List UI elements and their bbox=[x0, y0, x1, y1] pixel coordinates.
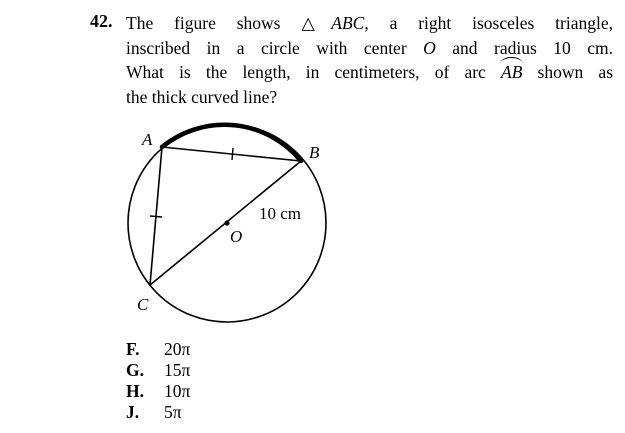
center-point bbox=[224, 220, 229, 225]
choice-value: 10π bbox=[164, 381, 191, 401]
arc-name: AB bbox=[501, 60, 522, 85]
choice-value: 5π bbox=[164, 402, 182, 422]
choice-letter: H. bbox=[126, 381, 144, 401]
label-o: O bbox=[230, 227, 243, 246]
choice-value: 15π bbox=[164, 360, 191, 380]
choice-letter: G. bbox=[126, 360, 144, 380]
choice-value: 20π bbox=[164, 339, 191, 359]
radius-label: 10 cm bbox=[259, 204, 302, 223]
choice-letter: F. bbox=[126, 339, 140, 359]
question-line-3: What is the length, in centimeters, of arc AB shown as bbox=[126, 60, 613, 85]
answer-choice-f[interactable] bbox=[126, 339, 190, 360]
thick-arc-ab bbox=[162, 125, 301, 161]
tick-mark-ac bbox=[150, 216, 162, 217]
question-line-2: inscribed in a circle with center O and radius 10 cm. bbox=[126, 37, 614, 58]
label-b: B bbox=[309, 143, 320, 162]
question-line-4: the thick curved line? bbox=[126, 86, 278, 107]
question-number: 42. bbox=[90, 11, 113, 31]
answer-choice-g[interactable] bbox=[126, 360, 190, 381]
label-c: C bbox=[137, 295, 149, 314]
label-a: A bbox=[142, 130, 153, 149]
choice-letter: J. bbox=[126, 402, 140, 422]
center-name: O bbox=[423, 37, 436, 58]
tick-mark-ab bbox=[232, 148, 233, 160]
answer-choice-h[interactable] bbox=[126, 381, 190, 402]
triangle-name: ABC bbox=[331, 13, 365, 33]
triangle-symbol: △ bbox=[301, 13, 332, 33]
question-line-1: The figure shows △ABC, a right isosceles triangle, bbox=[126, 13, 613, 33]
answer-choice-j[interactable] bbox=[126, 402, 182, 423]
